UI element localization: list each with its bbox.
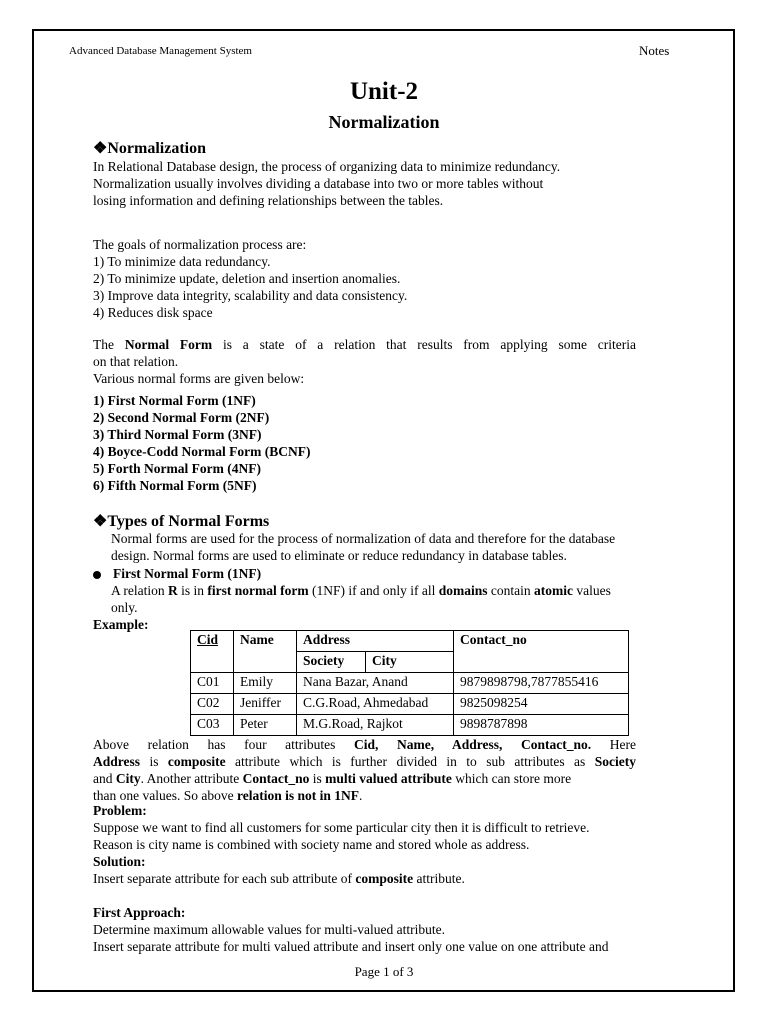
list-item: 3) Third Normal Form (3NF) (93, 427, 262, 442)
table-header-row (191, 631, 629, 652)
header-course-title: Advanced Database Management System (69, 45, 252, 57)
section-heading-types: ❖Types of Normal Forms (93, 513, 270, 530)
bullet-dot-icon (93, 571, 101, 579)
table-row: C03 Peter M.G.Road, Rajkot 9898787898 (191, 715, 629, 736)
page-title: Unit-2 (349, 78, 419, 105)
diamond-bullet-icon: ❖ (93, 513, 108, 530)
header-city: City (366, 652, 454, 673)
list-item: 2) To minimize update, deletion and insertion anomalies. (93, 271, 401, 286)
list-item: 4) Reduces disk space (93, 305, 213, 320)
header-name: Name (234, 631, 297, 673)
table-row: C02 Jeniffer C.G.Road, Ahmedabad 9825098254 (191, 694, 629, 715)
list-item: 5) Forth Normal Form (4NF) (93, 461, 261, 476)
problem-label: Problem: (93, 803, 147, 818)
list-item: 6) Fifth Normal Form (5NF) (93, 478, 257, 493)
normal-form-definition: The Normal Form is a state of a relation that results from applying some criteria on that relation. Various normal forms are given below: (93, 337, 636, 386)
solution-label: Solution: (93, 854, 146, 869)
analysis-paragraph: Above relation has four attributes Cid, Name, Address, Contact_no. Here Address is composite attribute which is further divided in to sub attributes as Society and City. Another attribute Contact_no is multi valued attribute which can store more than one values. So above relation is not in 1NF. (93, 737, 637, 803)
header-society: Society (297, 652, 366, 673)
page-number: Page 1 of 3 (354, 964, 414, 979)
list-item: 1) First Normal Form (1NF) (93, 393, 256, 408)
header-contact: Contact_no (454, 631, 629, 673)
bullet-1nf: First Normal Form (1NF) (93, 565, 261, 582)
1nf-definition: A relation R is in first normal form (1NF) if and only if all domains contain atomic values only. (111, 583, 611, 615)
approach-label: First Approach: (93, 905, 186, 920)
intro-paragraph: In Relational Database design, the process of organizing data to minimize redundancy. Normalization usually involves dividing a database into two or more tables without losing information and defining relationships between the tables. (93, 159, 561, 208)
list-item: 3) Improve data integrity, scalability and data consistency. (93, 288, 408, 303)
list-item: 2) Second Normal Form (2NF) (93, 410, 270, 425)
customer-table (190, 630, 629, 736)
header-notes-label: Notes (639, 43, 670, 58)
list-item: 1) To minimize data redundancy. (93, 254, 271, 269)
header-address: Address (297, 631, 454, 652)
problem-section: Problem: Suppose we want to find all customers for some particular city then it is difficult to retrieve. Reason is city name is combined with society name and stored whole as address. Solution: Insert separate attribute for each sub attribute of composite attribute. (93, 803, 590, 886)
list-item: 4) Boyce-Codd Normal Form (BCNF) (93, 444, 311, 459)
first-approach-section: First Approach: Determine maximum allowable values for multi-valued attribute. Insert separate attribute for multi valued attribute and insert only one value on one attribute and (93, 905, 609, 954)
diamond-bullet-icon: ❖ (93, 140, 108, 157)
section-heading-normalization: ❖Normalization (93, 140, 206, 157)
page-subtitle: Normalization (328, 112, 440, 132)
types-paragraph: Normal forms are used for the process of normalization of data and therefore for the database design. Normal forms are used to eliminate or reduce redundancy in database tables. (111, 531, 616, 563)
normal-forms-list (93, 392, 310, 494)
table-row: C01 Emily Nana Bazar, Anand 9879898798,7877855416 (191, 673, 629, 694)
example-label: Example: (93, 617, 149, 632)
header-cid: Cid (191, 631, 234, 673)
goals-list: The goals of normalization process are: 1) To minimize data redundancy. 2) To minimize update, deletion and insertion anomalies. 3) Improve data integrity, scalability and data consistency. 4) Reduces disk space (93, 237, 408, 320)
